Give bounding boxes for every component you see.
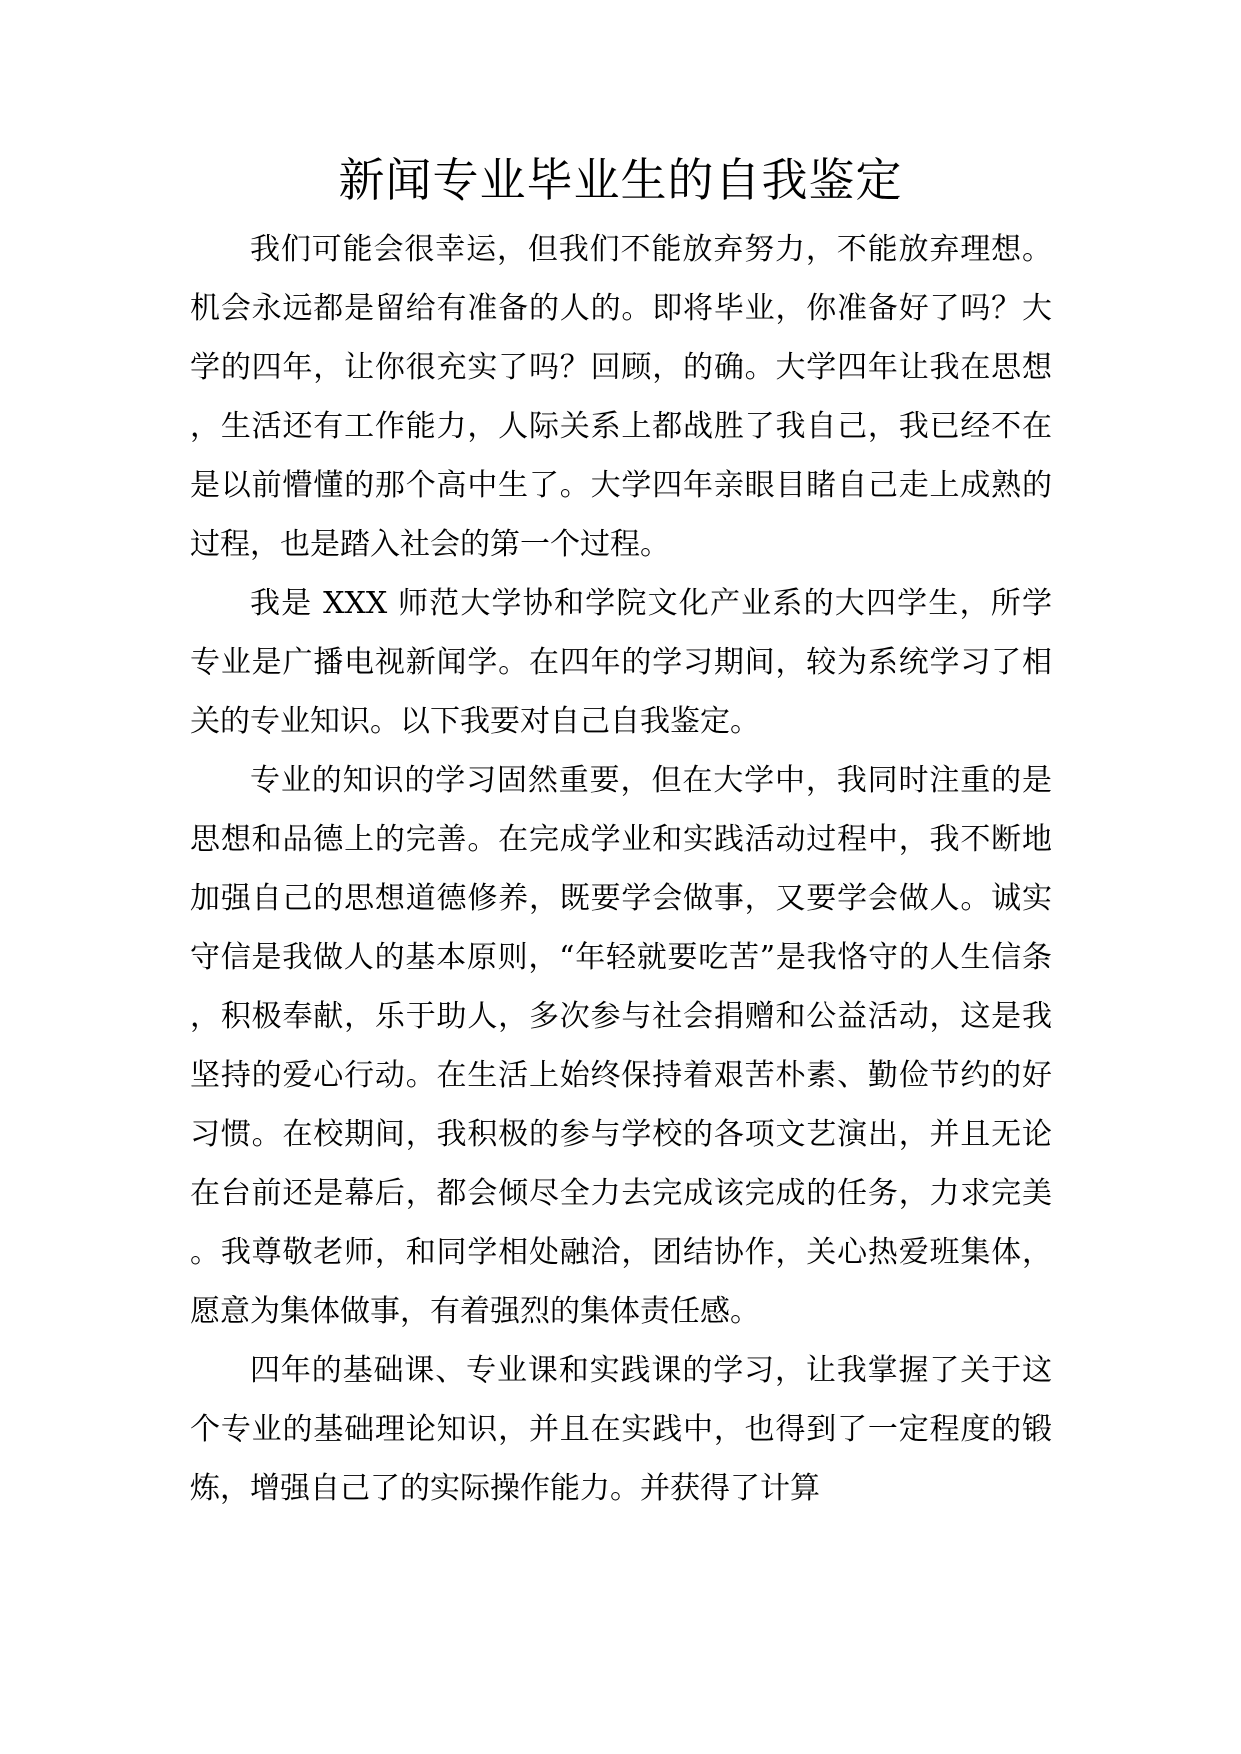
document-title: 新闻专业毕业生的自我鉴定 [338,153,903,207]
paragraph-4: 四年的基础课、专业课和实践课的学习，让我掌握了关于这个专业的基础理论知识，并且在实践中，也得到了一定程度的锻炼，增强自己了的实际操作能力。并获得了计算 [190,1353,1052,1506]
document-body [190,220,1052,1518]
paragraph-2: 我是 XXX 师范大学协和学院文化产业系的大四学生，所学专业是广播电视新闻学。在四年的学习期间，较为系统学习了相关的专业知识。以下我要对自己自我鉴定。 [190,586,1052,739]
paragraph-3: 专业的知识的学习固然重要，但在大学中，我同时注重的是思想和品德上的完善。在完成学业和实践活动过程中，我不断地加强自己的思想道德修养，既要学会做事，又要学会做人。诚实守信是我做人的基本原则，“年轻就要吃苦”是我恪守的人生信条，积极奉献，乐于助人，多次参与社会捐赠和公益活动，这是我坚持的爱心行动。在生活上始终保持着艰苦朴素、勤俭节约的好习惯。在校期间，我积极的参与学校的各项文艺演出，并且无论在台前还是幕后，都会倾尽全力去完成该完成的任务，力求完美。我尊敬老师，和同学相处融洽，团结协作，关心热爱班集体，愿意为集体做事，有着强烈的集体责任感。 [190,763,1052,1329]
paragraph-1: 我们可能会很幸运，但我们不能放弃努力，不能放弃理想。机会永远都是留给有准备的人的。即将毕业，你准备好了吗？大学的四年，让你很充实了吗？回顾，的确。大学四年让我在思想，生活还有工作能力，人际关系上都战胜了我自己，我已经不在是以前懵懂的那个高中生了。大学四年亲眼目睹自己走上成熟的过程，也是踏入社会的第一个过程。 [190,232,1052,562]
